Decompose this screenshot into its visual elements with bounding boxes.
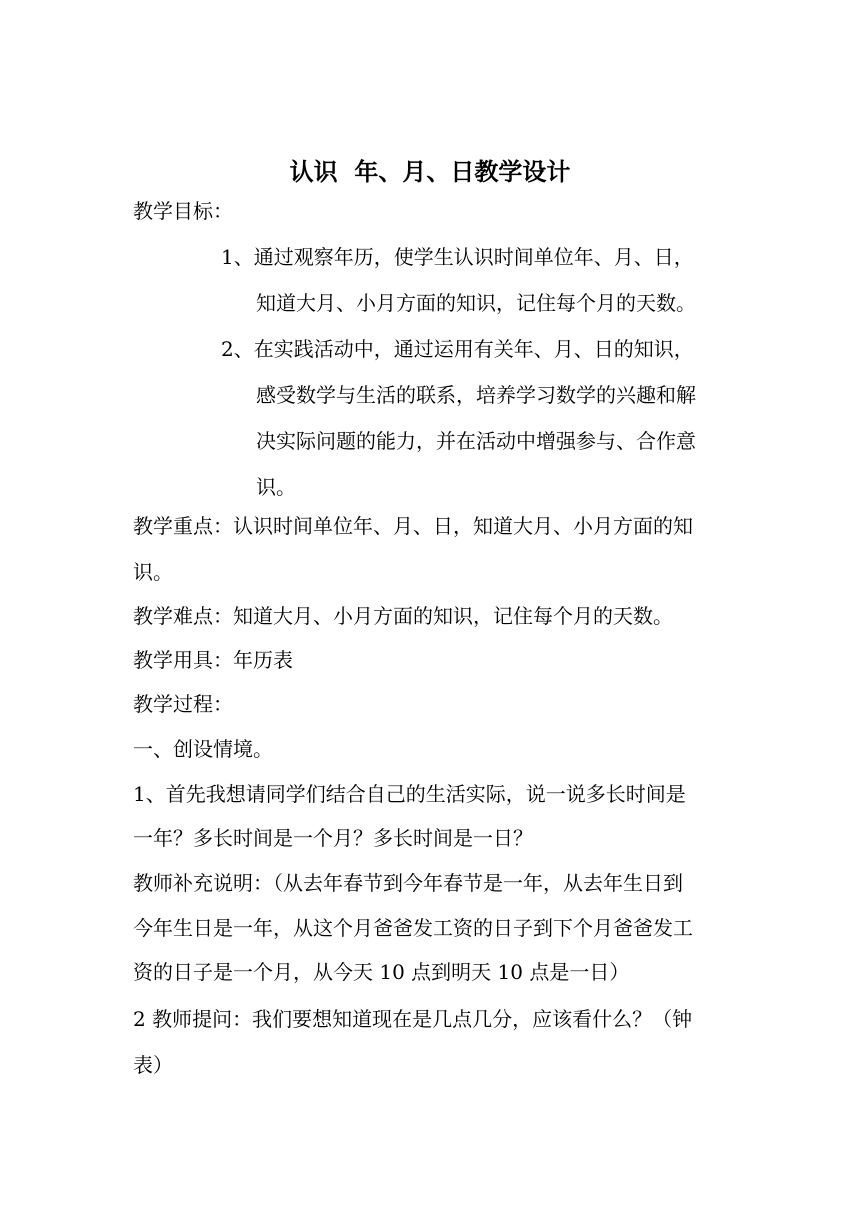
key-points-line-1: 教学重点：认识时间单位年、月、日，知道大月、小月方面的知 [133, 514, 693, 538]
objective-2-line-1: 2、在实践活动中，通过运用有关年、月、日的知识， [221, 337, 694, 361]
teacher-note-line-1: 教师补充说明：（从去年春节到今年春节是一年，从去年生日到 [133, 871, 683, 895]
difficulties-line: 教学难点：知道大月、小月方面的知识，记住每个月的天数。 [133, 604, 673, 628]
objective-2-line-4: 识。 [256, 475, 296, 499]
objective-1-line-2: 知道大月、小月方面的知识，记住每个月的天数。 [256, 291, 696, 315]
section-heading-objectives: 教学目标： [133, 199, 233, 223]
objective-2-line-3: 决实际问题的能力，并在活动中增强参与、合作意 [256, 429, 696, 453]
teacher-note-line-3: 资的日子是一个月，从今天 10 点到明天 10 点是一日） [133, 960, 630, 984]
teacher-note-line-2: 今年生日是一年，从这个月爸爸发工资的日子到下个月爸爸发工 [133, 916, 693, 940]
teaching-aids-line: 教学用具：年历表 [133, 648, 293, 672]
question-2-line-2: 表） [133, 1053, 173, 1077]
step-1-heading: 一、创设情境。 [133, 737, 273, 761]
document-title: 认识 年、月、日教学设计 [289, 158, 571, 186]
key-points-line-2: 识。 [133, 560, 173, 584]
question-2-line-1: 2 教师提问：我们要想知道现在是几点几分，应该看什么？（钟 [133, 1007, 693, 1031]
question-1-line-1: 1、首先我想请同学们结合自己的生活实际，说一说多长时间是 [133, 782, 686, 806]
objective-2-line-2: 感受数学与生活的联系，培养学习数学的兴趣和解 [256, 383, 696, 407]
question-1-line-2: 一年？多长时间是一个月？多长时间是一日？ [133, 826, 533, 850]
objective-1-line-1: 1、通过观察年历，使学生认识时间单位年、月、日， [221, 245, 694, 269]
process-heading: 教学过程： [133, 692, 233, 716]
